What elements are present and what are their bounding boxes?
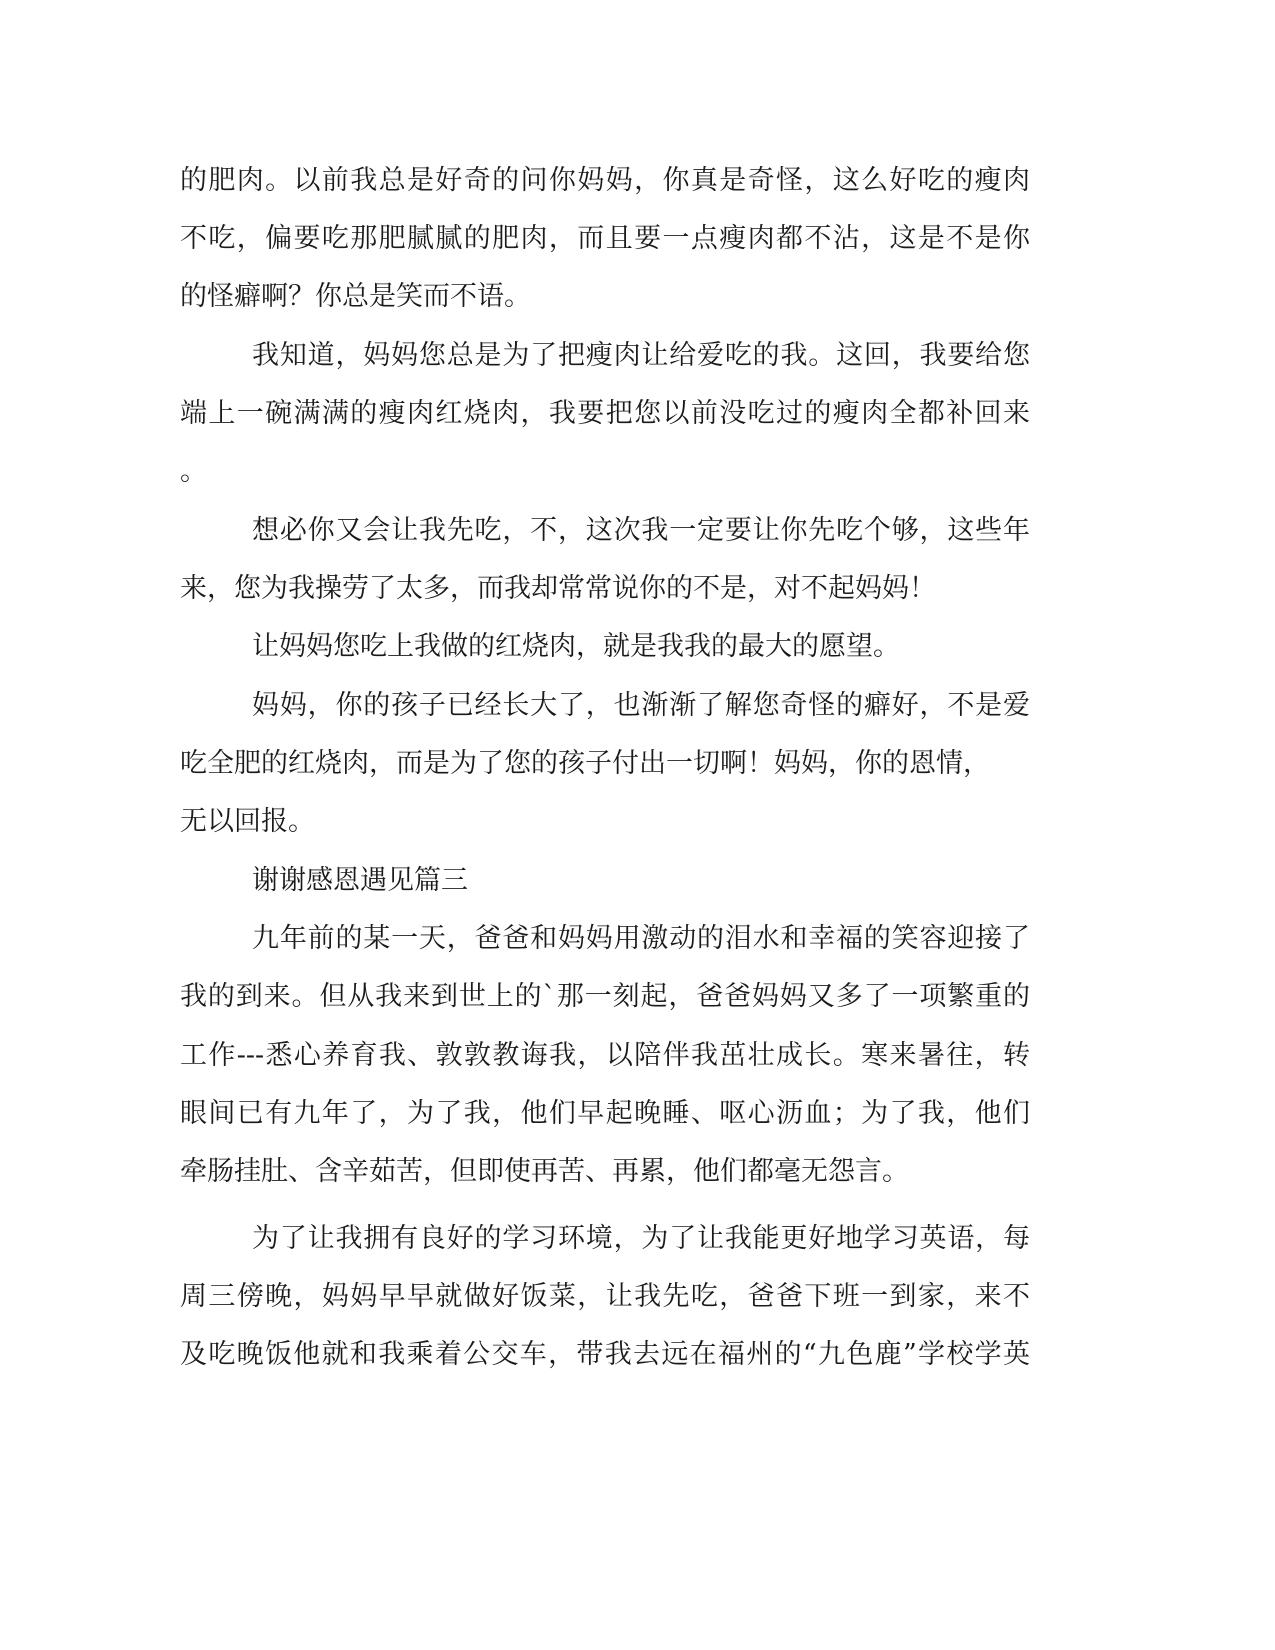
text-line: 牵肠挂肚、含辛茹苦，但即使再苦、再累，他们都毫无怨言。 <box>180 1156 909 1187</box>
text-line: 我知道，妈妈您总是为了把瘦肉让给爱吃的我。这回，我要给您 <box>252 340 1030 371</box>
text-line: 端上一碗满满的瘦肉红烧肉，我要把您以前没吃过的瘦肉全都补回来 <box>180 398 1030 429</box>
text-line: 吃全肥的红烧肉，而是为了您的孩子付出一切啊！妈妈，你的恩情， <box>180 748 990 779</box>
text-line: 工作---悉心养育我、敦敦教诲我，以陪伴我茁壮成长。寒来暑往，转 <box>180 1040 1030 1071</box>
text-line: 周三傍晚，妈妈早早就做好饭菜，让我先吃，爸爸下班一到家，来不 <box>180 1281 1030 1312</box>
text-line: 及吃晚饭他就和我乘着公交车，带我去远在福州的“九色鹿”学校学英 <box>180 1339 1030 1370</box>
text-line: 。 <box>180 456 207 487</box>
text-line: 不吃，偏要吃那肥腻腻的肥肉，而且要一点瘦肉都不沾，这是不是你 <box>180 223 1030 254</box>
section-heading: 谢谢感恩遇见篇三 <box>252 865 468 896</box>
text-line: 我的到来。但从我来到世上的`那一刻起，爸爸妈妈又多了一项繁重的 <box>180 981 1030 1012</box>
text-line: 想必你又会让我先吃，不，这次我一定要让你先吃个够，这些年 <box>252 515 1030 546</box>
text-line: 来，您为我操劳了太多，而我却常常说你的不是，对不起妈妈！ <box>180 573 936 604</box>
text-line: 妈妈，你的孩子已经长大了，也渐渐了解您奇怪的癖好，不是爱 <box>252 690 1030 721</box>
text-line: 的肥肉。以前我总是好奇的问你妈妈，你真是奇怪，这么好吃的瘦肉 <box>180 165 1030 196</box>
text-line: 无以回报。 <box>180 806 315 837</box>
text-line: 九年前的某一天，爸爸和妈妈用激动的泪水和幸福的笑容迎接了 <box>252 923 1030 954</box>
text-line: 眼间已有九年了，为了我，他们早起晚睡、呕心沥血；为了我，他们 <box>180 1098 1030 1129</box>
text-line: 为了让我拥有良好的学习环境，为了让我能更好地学习英语，每 <box>252 1223 1030 1254</box>
text-line: 让妈妈您吃上我做的红烧肉，就是我我的最大的愿望。 <box>252 631 900 662</box>
text-line: 的怪癖啊？你总是笑而不语。 <box>180 281 531 312</box>
